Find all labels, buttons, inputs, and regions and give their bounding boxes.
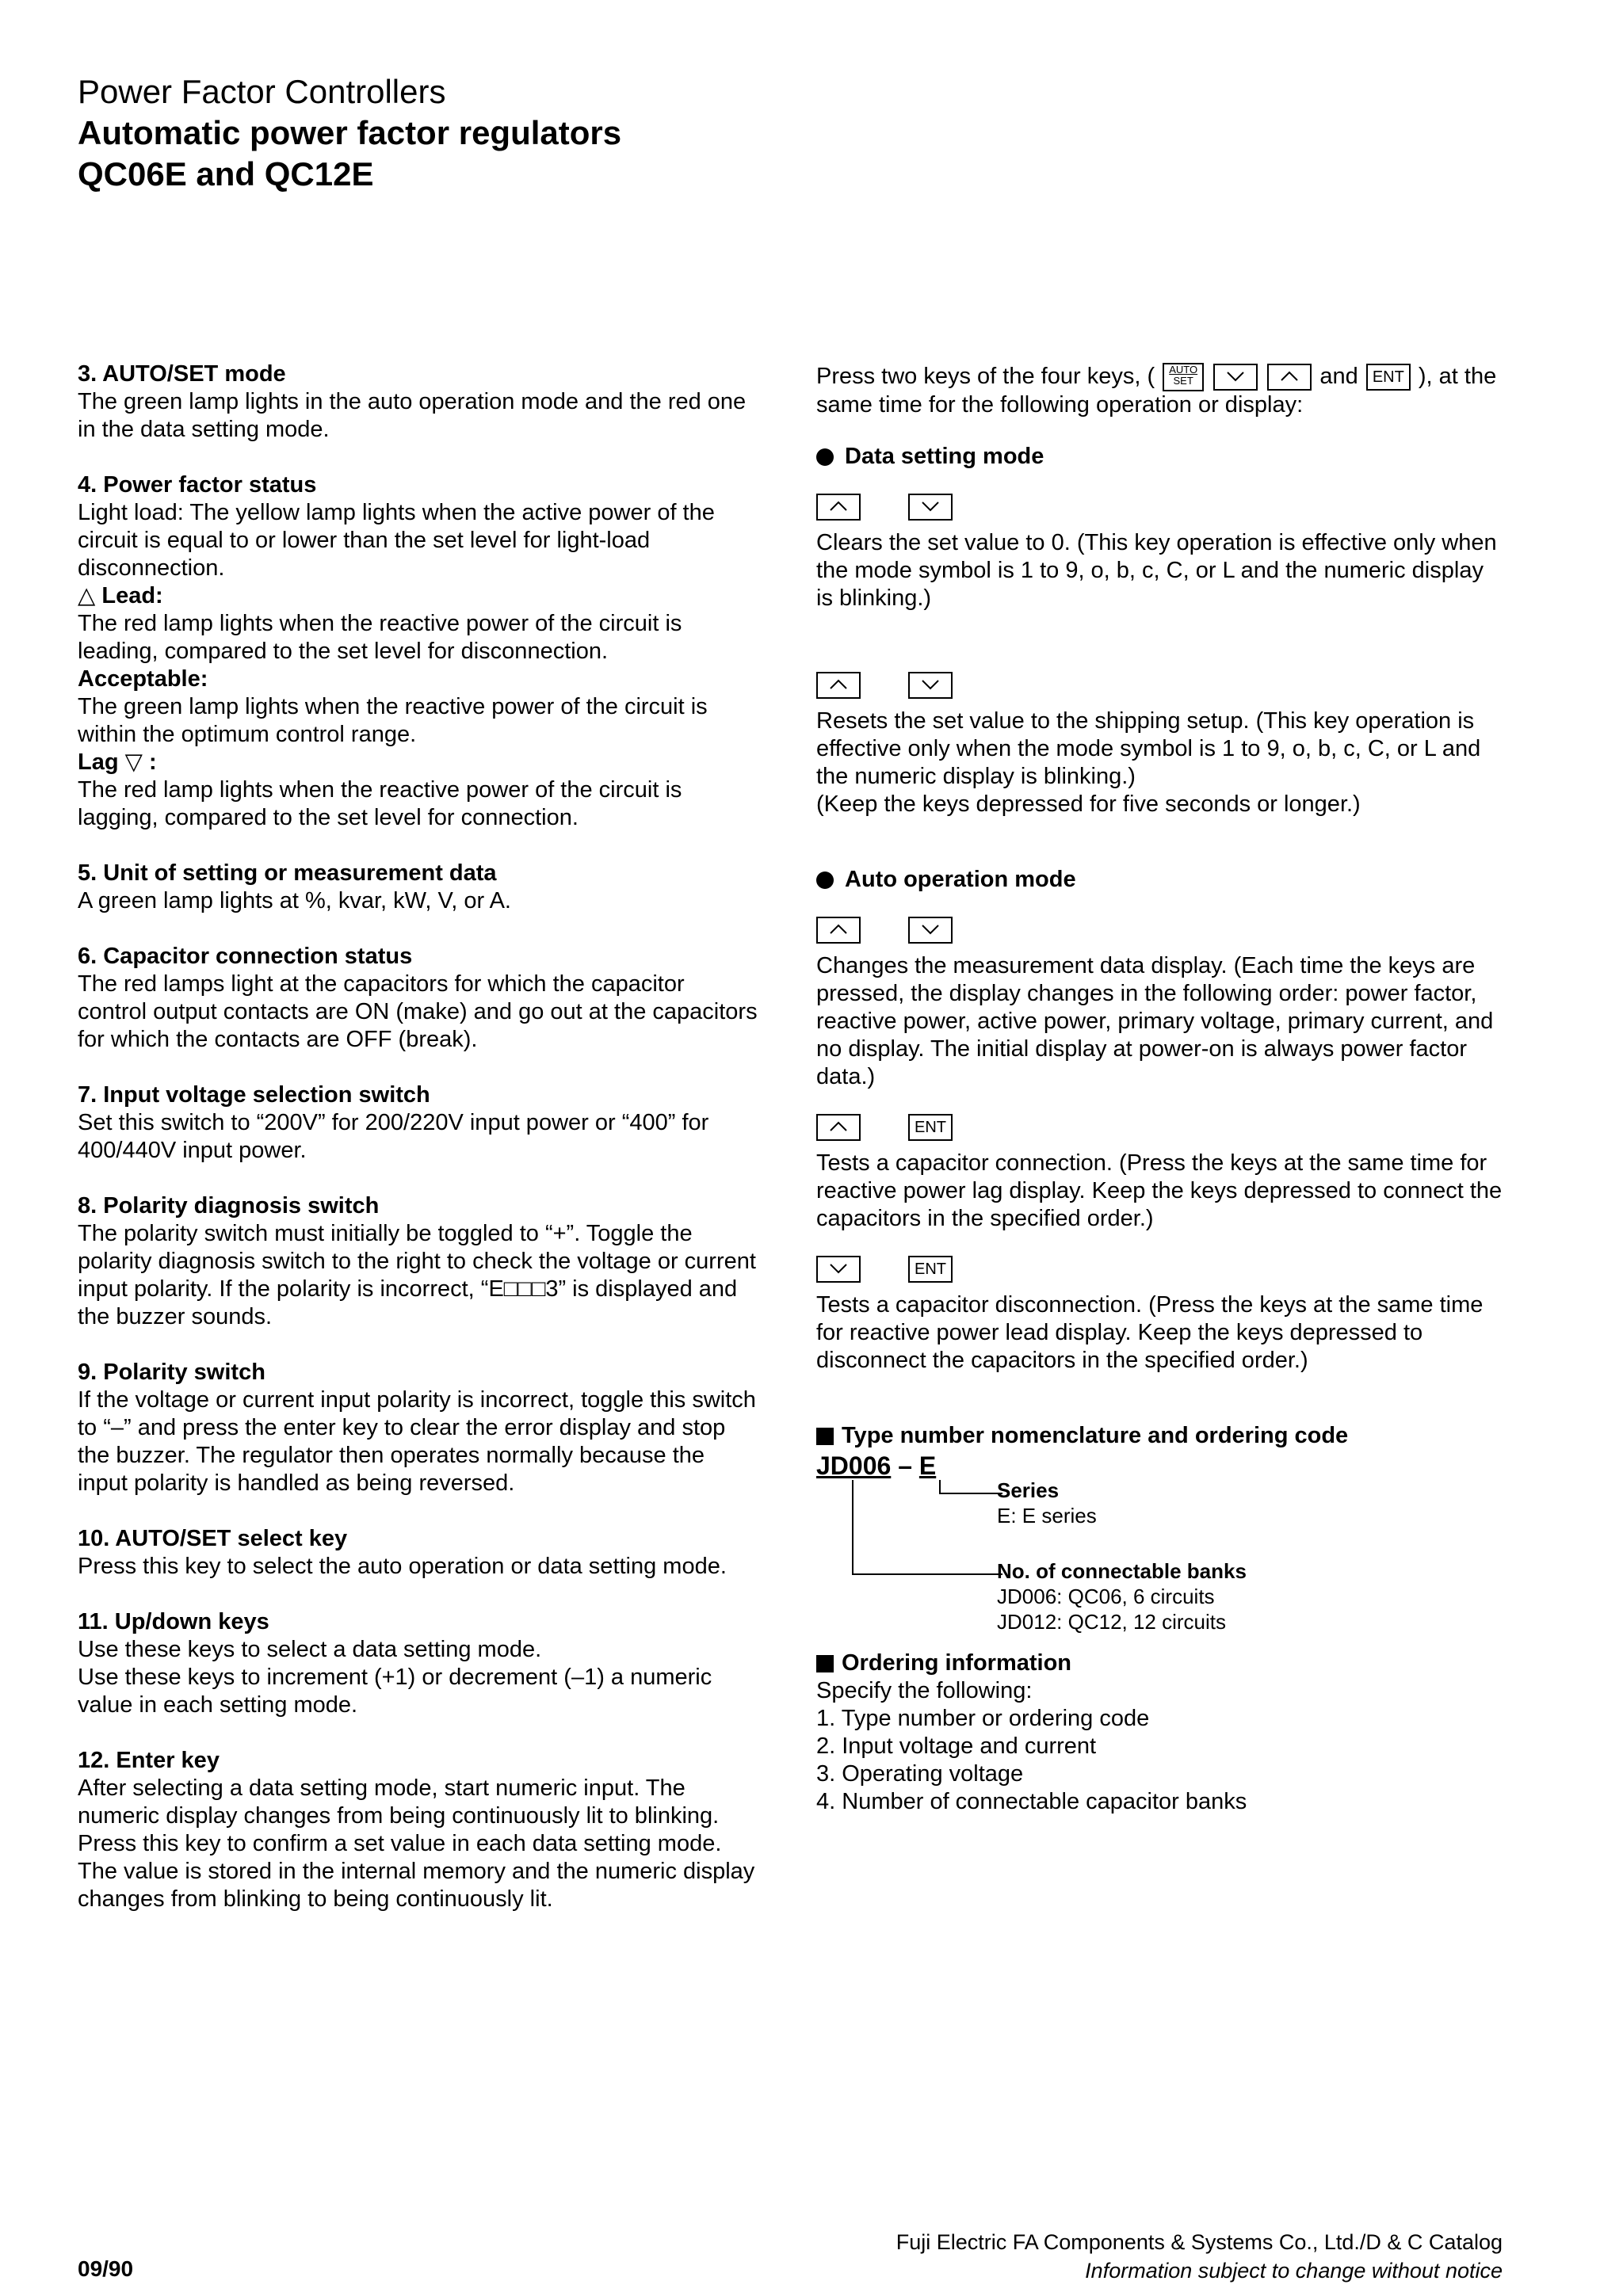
ordering-item: 4. Number of connectable capacitor banks: [816, 1789, 1247, 1815]
section-unit: [78, 860, 759, 915]
section-title: 7. Input voltage selection switch: [78, 1082, 430, 1108]
banks-value: JD012: QC12, 12 circuits: [997, 1610, 1227, 1634]
series-label: Series: [997, 1478, 1060, 1503]
section-title: 12. Enter key: [78, 1748, 220, 1773]
reset-note: (Keep the keys depressed for five seconds or longer.): [816, 791, 1361, 818]
square-bullet-icon: [816, 1655, 834, 1672]
nomenclature-heading: [816, 1422, 1506, 1450]
code-series: E: [918, 1451, 937, 1481]
auto-key-top: AUTO: [1169, 364, 1198, 376]
code-banks: JD006: [816, 1451, 892, 1481]
ordering-item: 2. Input voltage and current: [816, 1733, 1097, 1760]
heading-text: Auto operation mode: [845, 867, 1076, 893]
ent-key-icon: ENT: [908, 1256, 953, 1283]
lag-text: The red lamp lights when the reactive power of the circuit is lagging, compared to the set level for connection.: [78, 777, 682, 830]
key-combo-up-ent: [816, 1110, 1506, 1145]
type-code: [816, 1451, 936, 1480]
up-key-icon: [816, 1114, 861, 1141]
heading-text: Type number nomenclature and ordering code: [842, 1423, 1349, 1449]
acceptable-label: Acceptable:: [78, 666, 208, 692]
section-body: The green lamp lights in the auto operation mode and the red one in the data setting mode.: [78, 389, 747, 442]
reset-description: Resets the set value to the shipping setup. (This key operation is effective only when the mode symbol is 1 to 9, o, b, c, C, or L and the numeric display is blinking.): [816, 708, 1481, 790]
section-body: If the voltage or current input polarity is incorrect, toggle this switch to “–” and press the enter key to clear the error display and stop the buzzer. The regulator then operates normally because the input polarity is handled as being reversed.: [78, 1387, 756, 1496]
bullet-icon: [816, 871, 834, 889]
heading-text: Data setting mode: [845, 444, 1044, 470]
banks-value: JD006: QC06, 6 circuits: [997, 1585, 1215, 1609]
intro-text: Press two keys of the four keys, (: [816, 364, 1155, 389]
data-setting-mode-heading: [816, 443, 1506, 471]
footer-notice: Information subject to change without notice: [1085, 2259, 1503, 2283]
left-column: [78, 360, 759, 1941]
lead-label: △ Lead:: [78, 583, 163, 608]
banks-leader-line: [852, 1573, 1002, 1575]
section-up-down-keys: [78, 1608, 759, 1719]
ordering-intro: Specify the following:: [816, 1678, 1033, 1704]
section-body: The red lamps light at the capacitors for which the capacitor control output contacts are ON (make) and go out at the capacitors for which the contacts are OFF (break).: [78, 971, 758, 1052]
section-body: Press this key to confirm a set value in each data setting mode. The value is stored in the internal memory and the numeric display changes from blinking to being continuously lit.: [78, 1831, 755, 1912]
section-enter-key: [78, 1747, 759, 1913]
ent-key-icon: ENT: [1366, 364, 1411, 391]
section-body: Use these keys to select a data setting mode.: [78, 1637, 542, 1662]
up-key-icon: [816, 917, 861, 944]
series-leader-line: [939, 1493, 1002, 1494]
up-key-icon: [816, 672, 861, 699]
up-key-icon: [816, 494, 861, 521]
nomenclature-diagram: [816, 1451, 1506, 1642]
footer-company: Fuji Electric FA Components & Systems Co., Ltd./D & C Catalog: [896, 2230, 1503, 2254]
ordering-heading: [816, 1650, 1506, 1677]
section-polarity-switch: [78, 1359, 759, 1497]
intro-text-end: ), at the same time for the following operation or display:: [816, 364, 1497, 418]
section-body: A green lamp lights at %, kvar, kW, V, or A.: [78, 888, 511, 913]
header-title: Automatic power factor regulators: [78, 114, 622, 151]
lag-label: Lag ▽ :: [78, 749, 157, 775]
series-value: E: E series: [997, 1504, 1097, 1528]
section-title: 11. Up/down keys: [78, 1609, 269, 1634]
test-disconnection-description: Tests a capacitor disconnection. (Press the keys at the same time for reactive power lead display. Keep the keys depressed to disconnect the capacitors in the specified order.): [816, 1292, 1484, 1374]
page-header: [78, 71, 621, 195]
lead-text: The red lamp lights when the reactive power of the circuit is leading, compared to the set level for disconnection.: [78, 611, 682, 664]
down-key-icon: [816, 1256, 861, 1283]
key-combo-up-down: [816, 668, 1506, 703]
key-combo-up-down: [816, 913, 1506, 948]
key-combo-up-down: [816, 490, 1506, 524]
square-bullet-icon: [816, 1428, 834, 1445]
section-title: 3. AUTO/SET mode: [78, 361, 286, 387]
header-category: Power Factor Controllers: [78, 73, 446, 110]
key-combo-down-ent: [816, 1252, 1506, 1287]
section-body: Set this switch to “200V” for 200/220V input power or “400” for 400/440V input power.: [78, 1110, 709, 1163]
test-connection-description: Tests a capacitor connection. (Press the keys at the same time for reactive power lag display. Keep the keys depressed to connect the capacitors in the specified order.): [816, 1150, 1503, 1232]
down-key-icon: [1213, 364, 1258, 391]
intro-and: and: [1319, 364, 1358, 389]
section-title: 6. Capacitor connection status: [78, 944, 413, 969]
auto-key-bottom: SET: [1173, 375, 1193, 387]
changes-description: Changes the measurement data display. (Each time the keys are pressed, the display changes in the following order: power factor, reactive power, active power, primary voltage, primary current, and no display. The initial display at power-on is always power factor data.): [816, 953, 1494, 1090]
bullet-icon: [816, 448, 834, 466]
right-column: [816, 363, 1506, 1816]
section-body: Press this key to select the auto operation or data setting mode.: [78, 1554, 727, 1579]
ent-key-icon: ENT: [908, 1114, 953, 1141]
footer-credits: [896, 2228, 1503, 2285]
clear-description: Clears the set value to 0. (This key operation is effective only when the mode symbol is 1 to 9, o, b, c, C, or L and the numeric display is blinking.): [816, 530, 1497, 612]
section-title: 10. AUTO/SET select key: [78, 1526, 348, 1551]
up-key-icon: [1267, 364, 1312, 391]
section-title: 4. Power factor status: [78, 472, 317, 498]
acceptable-text: The green lamp lights when the reactive power of the circuit is within the optimum control range.: [78, 694, 708, 747]
ordering-item: 3. Operating voltage: [816, 1761, 1024, 1787]
auto-set-key-icon: [1163, 363, 1204, 391]
key-intro: [816, 363, 1506, 419]
code-dash: –: [891, 1451, 919, 1481]
section-auto-set-key: [78, 1525, 759, 1581]
banks-leader-line: [852, 1480, 854, 1575]
section-input-voltage: [78, 1081, 759, 1165]
section-body: Use these keys to increment (+1) or decrement (–1) a numeric value in each setting mode.: [78, 1665, 712, 1718]
section-capacitor-status: [78, 943, 759, 1054]
section-body: The polarity switch must initially be toggled to “+”. Toggle the polarity diagnosis switch to the right to check the voltage or current input polarity. If the polarity is incorrect, “E□□□3” is displayed and the buzzer sounds.: [78, 1221, 756, 1329]
header-models: QC06E and QC12E: [78, 155, 374, 193]
section-title: 9. Polarity switch: [78, 1360, 265, 1385]
section-power-factor-status: [78, 471, 759, 832]
down-key-icon: [908, 672, 953, 699]
light-load-text: Light load: The yellow lamp lights when the active power of the circuit is equal to or lower than the set level for light-load disconnection.: [78, 500, 715, 581]
banks-label: No. of connectable banks: [997, 1559, 1247, 1584]
auto-operation-mode-heading: [816, 866, 1506, 894]
page-number: 09/90: [78, 2256, 134, 2281]
section-body: After selecting a data setting mode, start numeric input. The numeric display changes from being continuously lit to blinking.: [78, 1775, 720, 1829]
ordering-item: 1. Type number or ordering code: [816, 1706, 1150, 1732]
down-key-icon: [908, 494, 953, 521]
section-title: 5. Unit of setting or measurement data: [78, 860, 497, 886]
section-auto-set-mode: [78, 360, 759, 444]
heading-text: Ordering information: [842, 1650, 1071, 1676]
down-key-icon: [908, 917, 953, 944]
section-polarity-diagnosis: [78, 1192, 759, 1331]
section-title: 8. Polarity diagnosis switch: [78, 1193, 380, 1219]
